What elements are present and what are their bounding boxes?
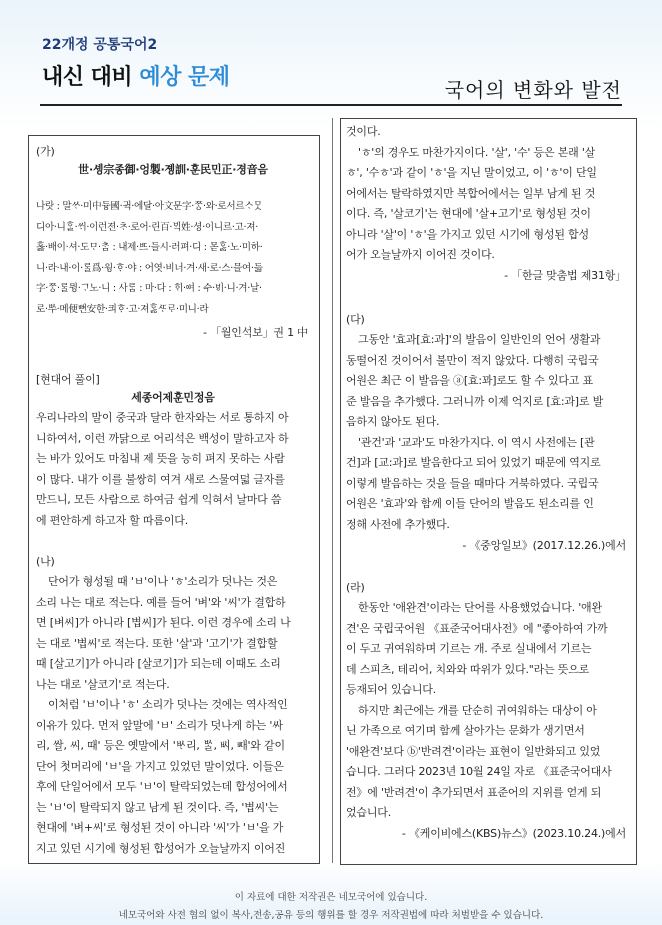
- text-line: 는 'ㅂ'이 탈락되지 않고 남게 된 것이다. 즉, '볍씨'는: [36, 800, 279, 814]
- text-line: 니하여서, 이런 까닭으로 어리석은 백성이 말하고자 하: [36, 431, 289, 445]
- header-divider: [40, 104, 622, 106]
- section-ra-text: [346, 598, 630, 824]
- header-title-main: 내신 대비: [42, 65, 140, 90]
- text-line: 단어가 형성될 때 'ㅂ'이나 'ㅎ'소리가 덧나는 것은: [48, 575, 278, 588]
- text-line: 이 많다. 내가 이를 불쌍히 여겨 새로 스물여덟 글자를: [36, 472, 285, 486]
- text-line: 만드니, 모든 사람으로 하여금 쉽게 익혀서 날마다 씀: [36, 493, 282, 506]
- section-na-source: - 「한글 맞춤법 제31항」: [504, 269, 626, 282]
- footer-warning: 네모국어와 사전 협의 없이 복사,전송,공유 등의 행위를 할 경우 저작권법에 따라 처벌받을 수 있습니다.: [118, 910, 544, 921]
- text-line: 하지만 최근에는 개를 단순히 귀여워하는 대상이 아: [358, 703, 597, 717]
- text-line: 음하지 않아도 된다.: [346, 415, 440, 428]
- text-line: 이렇게 발음하는 것을 들을 때마다 거북하였다. 국립국: [346, 476, 599, 490]
- text-line: 이유가 있다. 먼저 앞말에 'ㅂ' 소리가 덧나게 하는 '싸: [36, 718, 283, 732]
- text-line: 나는 대로 '살코기'로 적는다.: [36, 677, 170, 691]
- text-line: 한동안 '애완견'이라는 단어를 사용했었습니다. '애완: [358, 601, 602, 614]
- old-line: 디아·니ᄒᆞᆯ·ᄊᆡ·이런젼·ᄎᆞ·로어·린百·ᄇᆡᆨ姓·셩·이니르·고·져·: [36, 221, 258, 233]
- text-line: 것이다.: [346, 125, 381, 138]
- text-line: 건]과 [교:과]로 발음한다고 되어 있었기 때문에 역지로: [346, 456, 601, 469]
- text-line: ㅎ', '수ㅎ'과 같이 'ㅎ'을 지닌 말이었고, 이 'ㅎ'이 단일: [346, 166, 597, 179]
- text-line: '애완견'보다 ⓑ'반려견'이라는 표현이 일반화되고 있었: [346, 744, 601, 758]
- modern-translation-text: [36, 408, 312, 531]
- text-line: 습니다. 그러다 2023년 10월 24일 자로 《표준국어대사: [346, 765, 612, 778]
- header-title-accent: 예상 문제: [139, 65, 230, 90]
- text-line: 면 [벼씨]가 아니라 [볍씨]가 된다. 이런 경우에 소리 나: [36, 616, 291, 629]
- footer-copyright: 이 자료에 대한 저작권은 네모국어에 있습니다.: [234, 892, 428, 903]
- text-line: 닌 가족으로 여기며 함께 살아가는 문화가 생기면서: [346, 724, 585, 737]
- text-line: 견'은 국립국어원 《표준국어대사전》에 "좋아하여 가까: [346, 621, 608, 635]
- text-line: 이다. 즉, '살코기'는 현대에 '살+고기'로 형성된 것이: [346, 207, 591, 220]
- text-line: 데 스피츠, 테리어, 치와와 따위가 있다."라는 뜻으로: [346, 662, 590, 676]
- text-line: 에 편안하게 하고자 할 따름이다.: [36, 513, 189, 527]
- text-line: 'ㅎ'의 경우도 마찬가지이다. '살', '수' 등은 본래 '살: [358, 145, 596, 159]
- text-line: 었습니다.: [346, 806, 392, 819]
- section-ra-source: - 《케이비에스(KBS)뉴스》(2023.10.24.)에서: [401, 827, 626, 840]
- modern-translation-label: [현대어 풀이]: [36, 373, 100, 386]
- text-line: 이처럼 'ㅂ'이나 'ㅎ' 소리가 덧나는 것에는 역사적인: [48, 698, 288, 711]
- text-line: '관건'과 '교과'도 마찬가지다. 이 역시 사전에는 [관: [358, 435, 595, 449]
- text-line: 지고 있던 시기에 형성된 합성어가 오늘날까지 이어진: [36, 841, 286, 855]
- section-da-label: (다): [346, 313, 365, 326]
- old-line: 홇·배이·셔·도ᄆᆞ·ᄎᆞᆷ : 내제·ᄠᅳ·들시·러펴·디 : 몯ᄒᆞᇙ·노·미하·: [36, 242, 263, 253]
- old-line: 字·ᄍᆞᆼ·ᄅᆞᆯ뮝·ᄀᆞ노·니 : 사ᄅᆞᆷ : 마·다 : ᄒᆡ·ᅇᅧ : 수·ᄫᅵ·니·겨·날·: [36, 283, 262, 294]
- old-line: 나랏 : 말ᄊᆞ·미中듀ᇰ國·귁·에달·아文문字·ᄍᆞᆼ·와·로서르ᄉᆞᄆᆞᆺ: [36, 201, 263, 212]
- section-ga-source: - 「월인석보」권 1 中: [203, 326, 308, 339]
- section-na-label: (나): [36, 555, 55, 568]
- section-ra-label: (라): [346, 581, 365, 594]
- header-topic: 국어의 변화와 발전: [444, 78, 622, 102]
- text-line: 소리 나는 대로 적는다. 예를 들어 '벼'와 '씨'가 결합하: [36, 595, 286, 609]
- text-line: 이 두고 귀여워하며 기르는 개. 주로 실내에서 기르는: [346, 642, 592, 655]
- text-line: 정해 사전에 추가했다.: [346, 517, 450, 531]
- section-na-continued: [346, 122, 630, 266]
- text-line: 단어 첫머리에 'ㅂ'을 가지고 있었던 말이었다. 이들은: [36, 759, 284, 773]
- text-line: 등재되어 있습니다.: [346, 683, 437, 696]
- section-ga-title: 世·솅宗종御·엉製·졩訓·훈民민正·졍音음: [78, 163, 268, 176]
- text-line: 동떨어진 것이어서 불만이 적지 않았다. 다행히 국립국: [346, 353, 599, 367]
- section-da-source: - 《중앙일보》(2017.12.26.)에서: [462, 539, 626, 552]
- text-line: 우리나라의 말이 중국과 달라 한자와는 서로 통하지 아: [36, 411, 289, 424]
- text-line: 준 발음을 추가했다. 그러니까 이제 억지로 [효:과]로 발: [346, 394, 604, 408]
- section-na-text: [36, 572, 312, 859]
- text-line: 어가 오늘날까지 이어진 것이다.: [346, 248, 495, 261]
- section-ga-label: (가): [36, 145, 55, 158]
- header-title: [42, 60, 230, 91]
- text-line: 후에 단일어에서 모두 'ㅂ'이 탈락되었는데 합성어에서: [36, 780, 288, 793]
- text-line: 현대에 '벼+씨'로 형성된 것이 아니라 '씨'가 'ㅂ'을 가: [36, 821, 284, 834]
- header-subtitle: 22개정 공통국어2: [42, 37, 158, 53]
- text-line: 는 대로 '볍씨'로 적는다. 또한 '살'과 '고기'가 결합할: [36, 636, 278, 650]
- text-line: 때 [살고기]가 아니라 [살코기]가 되는데 이때도 소리: [36, 657, 281, 670]
- old-line: 니·라·내·이·ᄅᆞᆯ爲·윙·ᄒᆞ·야 : 어엿·비너·겨·새·로·스·믈여·듧: [36, 262, 263, 274]
- text-line: 어에서는 탈락하였지만 복합어에서는 일부 남게 된 것: [346, 186, 596, 200]
- text-line: 리, 쌀, 씨, 때' 등은 옛말에서 'ᄡᆞ리, ᄡᆞᆯ, ᄡᅵ, ᄣᅢ'와 같이: [36, 739, 285, 752]
- text-line: 아니라 '살'이 'ㅎ'을 가지고 있던 시기에 형성된 합성: [346, 227, 589, 241]
- modern-translation-title: 세종어제훈민정음: [131, 391, 215, 404]
- text-line: 어원은 최근 이 발음을 ⓐ[효:꽈]로도 할 수 있다고 표: [346, 374, 593, 387]
- old-line: 로·ᄡᅮ·메便뼌安한·킈ᄒᆞ·고·져ᄒᆞᇙᄯᆞᄅᆞ·미니·라: [36, 303, 209, 315]
- text-line: 어원은 '효과'와 함께 이들 단어의 발음도 된소리를 인: [346, 497, 594, 510]
- text-line: 전》에 '반려견'이 추가되면서 표준어의 지위를 얻게 되: [346, 785, 602, 799]
- text-line: 그동안 '효과[효:과]'의 발음이 일반인의 언어 생활과: [358, 333, 601, 346]
- section-da-text: [346, 330, 630, 535]
- text-line: 는 바가 있어도 마침내 제 뜻을 능히 펴지 못하는 사람: [36, 452, 285, 465]
- section-ga-old-text: [36, 197, 312, 320]
- column-divider: [332, 118, 333, 863]
